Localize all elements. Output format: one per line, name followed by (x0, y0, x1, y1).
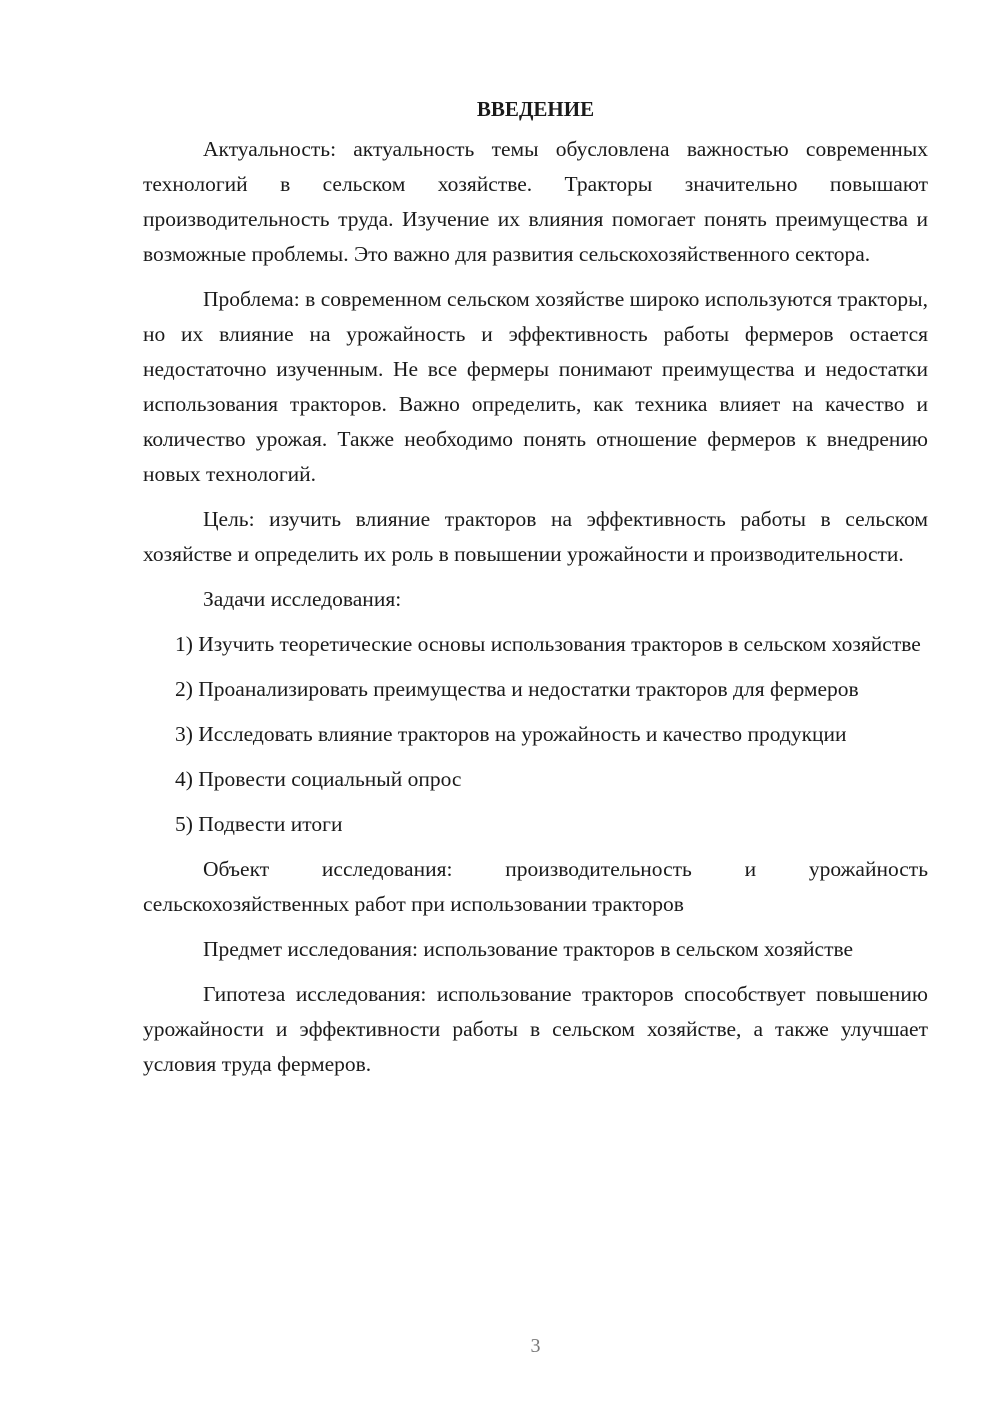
document-title: ВВЕДЕНИЕ (476, 97, 595, 121)
page-number: 3 (530, 1335, 541, 1357)
paragraph-subject: Предмет исследования: использование тракторов в сельском хозяйстве (203, 937, 854, 961)
paragraph-hypothesis: Гипотеза исследования: использование тракторов способствует повышению урожайности и эффективности работы в сельском хозяйстве, а также улучшает условия труда фермеров. (143, 982, 928, 1076)
task-item-4: 4) Провести социальный опрос (175, 767, 462, 791)
paragraph-problem: Проблема: в современном сельском хозяйстве широко используются тракторы, но их влияние на урожайность и эффективность работы фермеров остается недостаточно изученным. Не все фермеры понимают преимущества и недостатки использования тракторов. Важно определить, как техника влияет на качество и количество урожая. Также необходимо понять отношение фермеров к внедрению новых технологий. (143, 287, 928, 486)
paragraph-goal: Цель: изучить влияние тракторов на эффективность работы в сельском хозяйстве и определить их роль в повышении урожайности и производительности. (143, 507, 928, 566)
task-item-5: 5) Подвести итоги (175, 812, 343, 836)
paragraph-relevance: Актуальность: актуальность темы обусловлена важностью современных технологий в сельском хозяйстве. Тракторы значительно повышают производительность труда. Изучение их влияния помогает понять преимущества и возможные проблемы. Это важно для развития сельскохозяйственного сектора. (143, 137, 928, 266)
task-item-2: 2) Проанализировать преимущества и недостатки тракторов для фермеров (175, 677, 859, 701)
task-item-1: 1) Изучить теоретические основы использования тракторов в сельском хозяйстве (175, 632, 921, 656)
document-page (143, 92, 928, 1092)
task-item-3: 3) Исследовать влияние тракторов на урожайность и качество продукции (175, 722, 847, 746)
paragraph-object: Объект исследования: производительность и урожайность сельскохозяйственных работ при использовании тракторов (143, 857, 928, 916)
tasks-heading: Задачи исследования: (203, 587, 402, 611)
